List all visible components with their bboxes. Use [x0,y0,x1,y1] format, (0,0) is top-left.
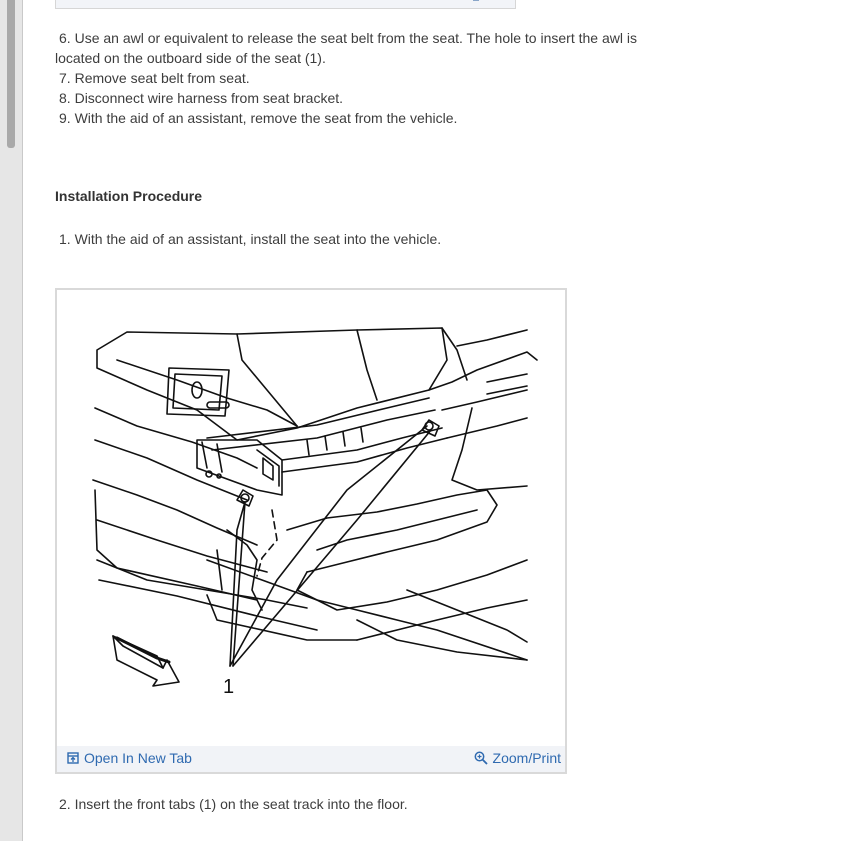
left-scrollbar-track[interactable] [0,0,23,841]
zoom-print-label: Zoom/Print [492,750,561,766]
step-9: 9. With the aid of an assistant, remove the seat from the vehicle. [59,110,458,126]
open-in-new-tab-label: Open In New Tab [84,750,192,766]
open-in-new-tab-link[interactable] [67,750,192,766]
callout-label-1: 1 [223,676,235,698]
step-6: 6. Use an awl or equivalent to release the seat belt from the seat. The hole to insert the awl is [59,30,637,46]
install-step-1: 1. With the aid of an assistant, install the seat into the vehicle. [59,231,442,247]
seat-track-illustration [57,290,565,746]
installation-procedure-heading: Installation Procedure [55,188,203,204]
zoom-magnifier-icon [474,751,488,765]
install-step-2: 2. Insert the front tabs (1) on the seat track into the floor. [59,796,408,812]
seat-installation-figure [55,288,567,774]
previous-figure-bottom-edge [55,0,516,9]
step-6-continued: located on the outboard side of the seat (1). [55,50,326,66]
zoom-print-link[interactable] [474,750,561,766]
figure-action-bar [57,746,565,772]
open-in-new-tab-icon [67,752,79,764]
scrollbar-thumb[interactable] [7,0,15,148]
step-7: 7. Remove seat belt from seat. [59,70,250,86]
step-8: 8. Disconnect wire harness from seat bracket. [59,90,344,106]
